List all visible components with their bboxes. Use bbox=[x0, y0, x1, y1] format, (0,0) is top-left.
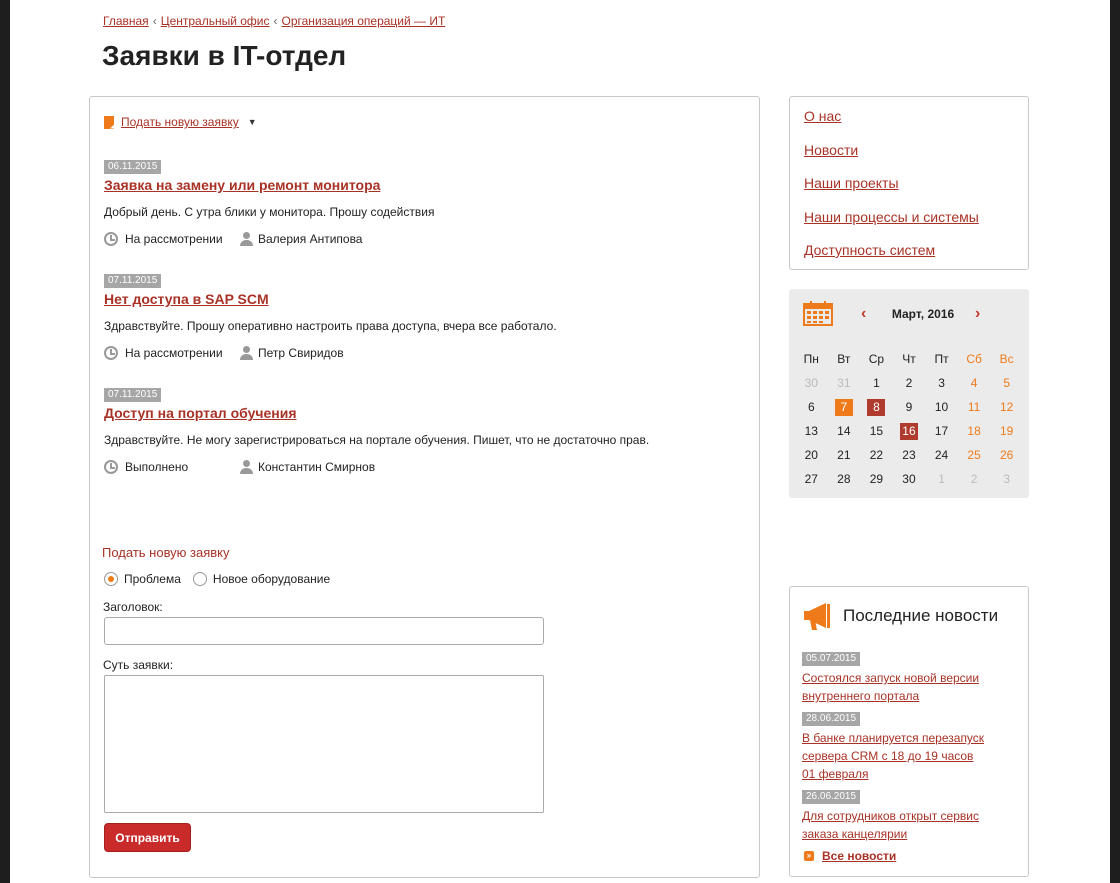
user-icon bbox=[239, 232, 253, 246]
calendar-day-number: 2 bbox=[970, 471, 978, 486]
breadcrumb-office-link[interactable]: Центральный офис bbox=[160, 14, 270, 28]
calendar-day-number: 22 bbox=[869, 447, 884, 462]
calendar-day-number: 3 bbox=[1003, 471, 1010, 486]
calendar-grid bbox=[795, 347, 1023, 491]
calendar-day-number: 24 bbox=[934, 447, 949, 462]
calendar-day-number: 30 bbox=[804, 375, 818, 390]
news-link[interactable] bbox=[802, 669, 1022, 705]
calendar-day-number: 2 bbox=[905, 375, 913, 390]
ticket-description: Здравствуйте. Прошу оперативно настроить права доступа, вчера все работало. bbox=[104, 319, 557, 333]
calendar-day-number: 30 bbox=[902, 471, 916, 486]
calendar-week-row bbox=[795, 419, 1023, 443]
arrow-right-icon: » bbox=[804, 851, 814, 861]
calendar-day[interactable] bbox=[925, 399, 958, 416]
news-link-line: Для сотрудников открыт сервис bbox=[802, 809, 979, 823]
calendar-day-number: 28 bbox=[837, 471, 851, 486]
calendar-day[interactable] bbox=[958, 471, 991, 488]
weekday-label: Чт bbox=[902, 352, 916, 366]
calendar-week-row bbox=[795, 395, 1023, 419]
ticket-title-link[interactable]: Доступ на портал обучения bbox=[104, 405, 297, 421]
calendar-day-number: 6 bbox=[807, 399, 815, 414]
ticket-item bbox=[104, 156, 744, 247]
user-icon bbox=[239, 346, 253, 360]
ticket-meta bbox=[104, 345, 744, 361]
news-link-line: заказа канцелярии bbox=[802, 827, 908, 841]
new-request-link-label[interactable]: Подать новую заявку bbox=[121, 115, 239, 129]
news-link-line: сервера CRM с 18 до 19 часов bbox=[802, 749, 974, 763]
calendar-day-number: 10 bbox=[934, 399, 949, 414]
calendar-month-label: Март, 2016 bbox=[891, 307, 955, 321]
breadcrumb-it-operations-link[interactable]: Организация операций — ИТ bbox=[281, 14, 446, 28]
weekday-label: Вс bbox=[999, 352, 1014, 366]
calendar-day-number: 14 bbox=[837, 423, 851, 438]
calendar-week-row bbox=[795, 467, 1023, 491]
calendar-day-number: 1 bbox=[873, 375, 880, 390]
news-link-line: В банке планируется перезапуск bbox=[802, 731, 985, 745]
calendar-day[interactable] bbox=[893, 375, 926, 392]
calendar-day-number: 3 bbox=[938, 375, 945, 390]
news-link-line: Состоялся запуск новой версии bbox=[802, 671, 980, 685]
calendar-day[interactable] bbox=[925, 423, 958, 440]
latest-news-panel bbox=[789, 586, 1029, 877]
ticket-meta bbox=[104, 459, 744, 475]
calendar-day[interactable] bbox=[860, 447, 893, 464]
calendar-day[interactable] bbox=[828, 375, 861, 392]
tickets-panel bbox=[89, 96, 760, 878]
calendar-day[interactable] bbox=[893, 447, 926, 464]
ticket-title-link[interactable]: Заявка на замену или ремонт монитора bbox=[104, 177, 381, 193]
calendar-day-number: 12 bbox=[999, 399, 1014, 414]
title-field-label: Заголовок: bbox=[103, 600, 163, 614]
breadcrumb-separator: ‹ bbox=[273, 14, 278, 28]
radio-problem-label[interactable]: Проблема bbox=[124, 572, 181, 586]
calendar-day[interactable] bbox=[795, 423, 828, 440]
calendar-day-number: 18 bbox=[967, 423, 981, 438]
sidebar-item-projects[interactable]: Наши проекты bbox=[804, 175, 899, 191]
ticket-assignee: Валерия Антипова bbox=[258, 232, 363, 246]
calendar-week-row bbox=[795, 443, 1023, 467]
ticket-meta bbox=[104, 231, 744, 247]
clock-icon bbox=[104, 346, 118, 360]
ticket-title-link[interactable]: Нет доступа в SAP SCM bbox=[104, 291, 269, 307]
calendar-day[interactable] bbox=[925, 471, 958, 488]
title-input[interactable] bbox=[104, 617, 544, 645]
news-date: 05.07.2015 bbox=[802, 652, 860, 666]
ticket-description: Добрый день. С утра блики у монитора. Прошу содействия bbox=[104, 205, 435, 219]
news-date: 28.06.2015 bbox=[802, 712, 860, 726]
calendar-day[interactable] bbox=[990, 471, 1023, 488]
ticket-item bbox=[104, 384, 744, 475]
body-field-label: Суть заявки: bbox=[103, 658, 174, 672]
sidebar-nav bbox=[789, 96, 1029, 270]
news-link-line: внутреннего портала bbox=[802, 689, 920, 703]
calendar-day-number: 25 bbox=[967, 447, 981, 462]
calendar-day-number: 27 bbox=[804, 471, 818, 486]
sidebar-item-news[interactable]: Новости bbox=[804, 142, 859, 158]
calendar-day[interactable] bbox=[990, 375, 1023, 392]
calendar-day[interactable] bbox=[795, 399, 828, 416]
ticket-assignee: Петр Свиридов bbox=[258, 346, 344, 360]
calendar-day-number: 1 bbox=[938, 471, 945, 486]
chevron-down-icon[interactable]: ▼ bbox=[247, 117, 257, 127]
ticket-status: Выполнено bbox=[125, 460, 189, 474]
calendar-day-number: 31 bbox=[837, 375, 851, 390]
calendar-day[interactable] bbox=[893, 471, 926, 488]
chevron-right-icon[interactable]: › bbox=[975, 305, 981, 322]
clock-icon bbox=[104, 232, 118, 246]
calendar-day-number: 4 bbox=[970, 375, 978, 390]
calendar-week-row bbox=[795, 371, 1023, 395]
weekday-label: Пн bbox=[803, 352, 819, 366]
ticket-status: На рассмотрении bbox=[125, 346, 223, 360]
page bbox=[10, 0, 1110, 883]
calendar-day[interactable] bbox=[860, 375, 893, 392]
calendar-day-number: 21 bbox=[837, 447, 851, 462]
sidebar-item-about[interactable]: О нас bbox=[804, 108, 842, 124]
calendar-day-number: 13 bbox=[804, 423, 818, 438]
news-item bbox=[802, 648, 1022, 705]
news-title: Последние новости bbox=[843, 606, 999, 625]
new-request-dropdown[interactable] bbox=[104, 115, 257, 129]
calendar-day[interactable] bbox=[990, 399, 1023, 416]
ticket-item bbox=[104, 270, 744, 361]
request-type-radio-group bbox=[104, 572, 342, 586]
calendar-day[interactable] bbox=[828, 423, 861, 440]
calendar-day-number: 8 bbox=[867, 399, 885, 416]
calendar-day-number: 29 bbox=[869, 471, 884, 486]
user-icon bbox=[239, 460, 253, 474]
calendar-day[interactable] bbox=[958, 447, 991, 464]
calendar-day-number: 20 bbox=[804, 447, 818, 462]
calendar-day-number: 11 bbox=[967, 399, 981, 414]
megaphone-icon bbox=[802, 601, 834, 631]
news-date: 26.06.2015 bbox=[802, 790, 860, 804]
calendar-day[interactable] bbox=[990, 447, 1023, 464]
calendar-day[interactable] bbox=[925, 375, 958, 392]
calendar-day-event[interactable] bbox=[893, 423, 926, 440]
news-item bbox=[802, 708, 1022, 783]
radio-new-equipment[interactable] bbox=[193, 572, 207, 586]
calendar-day-number: 16 bbox=[900, 423, 918, 440]
news-link[interactable] bbox=[802, 807, 1022, 843]
weekday-label: Пт bbox=[934, 352, 949, 366]
weekday-label: Ср bbox=[868, 352, 885, 366]
ticket-assignee: Константин Смирнов bbox=[258, 460, 376, 474]
all-news-link-row[interactable] bbox=[804, 849, 896, 863]
page-title: Заявки в IT-отдел bbox=[102, 40, 347, 71]
calendar-day[interactable] bbox=[990, 423, 1023, 440]
calendar-day-number: 7 bbox=[835, 399, 853, 416]
calendar-day-number: 17 bbox=[934, 423, 949, 438]
calendar-day[interactable] bbox=[795, 471, 828, 488]
news-item bbox=[802, 786, 1022, 843]
calendar-day[interactable] bbox=[958, 423, 991, 440]
calendar-day[interactable] bbox=[893, 399, 926, 416]
clock-icon bbox=[104, 460, 118, 474]
calendar-icon bbox=[803, 301, 833, 326]
calendar-day[interactable] bbox=[828, 447, 861, 464]
form-title: Подать новую заявку bbox=[102, 545, 230, 560]
ticket-description: Здравствуйте. Не могу зарегистрироваться на портале обучения. Пишет, что не достаточно прав. bbox=[104, 433, 650, 447]
ticket-status: На рассмотрении bbox=[125, 232, 223, 246]
ticket-date: 07.11.2015 bbox=[104, 388, 161, 402]
calendar-day-number: 19 bbox=[999, 423, 1014, 438]
radio-new-equipment-label[interactable]: Новое оборудование bbox=[212, 572, 331, 586]
calendar-day[interactable] bbox=[860, 471, 893, 488]
news-link[interactable] bbox=[802, 729, 1022, 783]
calendar-day-number: 26 bbox=[999, 447, 1014, 462]
calendar-day[interactable] bbox=[860, 423, 893, 440]
calendar-day[interactable] bbox=[828, 471, 861, 488]
calendar-day-number: 9 bbox=[905, 399, 913, 414]
calendar-day[interactable] bbox=[795, 375, 828, 392]
calendar-day[interactable] bbox=[958, 375, 991, 392]
ticket-date: 07.11.2015 bbox=[104, 274, 161, 288]
calendar-day-today[interactable] bbox=[828, 399, 861, 416]
calendar-day[interactable] bbox=[958, 399, 991, 416]
chevron-left-icon[interactable]: ‹ bbox=[861, 305, 867, 322]
breadcrumb-separator: ‹ bbox=[152, 14, 157, 28]
breadcrumb bbox=[103, 14, 445, 28]
radio-problem[interactable] bbox=[104, 572, 118, 586]
calendar-weekday-row bbox=[795, 347, 1023, 371]
calendar-widget bbox=[789, 289, 1029, 498]
calendar-day-number: 23 bbox=[902, 447, 916, 462]
calendar-day-number: 5 bbox=[1003, 375, 1010, 390]
body-textarea[interactable] bbox=[104, 675, 544, 813]
all-news-link[interactable]: Все новости bbox=[822, 849, 897, 863]
weekday-label: Сб bbox=[966, 352, 982, 366]
calendar-day-event[interactable] bbox=[860, 399, 893, 416]
news-link-line: 01 февраля bbox=[802, 767, 869, 781]
calendar-day[interactable] bbox=[925, 447, 958, 464]
submit-button[interactable]: Отправить bbox=[104, 823, 191, 852]
news-header bbox=[802, 601, 998, 631]
calendar-day-number: 15 bbox=[869, 423, 884, 438]
weekday-label: Вт bbox=[837, 352, 851, 366]
sidebar-item-availability[interactable]: Доступность систем bbox=[804, 242, 936, 258]
calendar-day[interactable] bbox=[795, 447, 828, 464]
note-icon bbox=[104, 116, 114, 129]
ticket-date: 06.11.2015 bbox=[104, 160, 161, 174]
sidebar-item-processes[interactable]: Наши процессы и системы bbox=[804, 209, 979, 225]
breadcrumb-home-link[interactable]: Главная bbox=[103, 14, 149, 28]
